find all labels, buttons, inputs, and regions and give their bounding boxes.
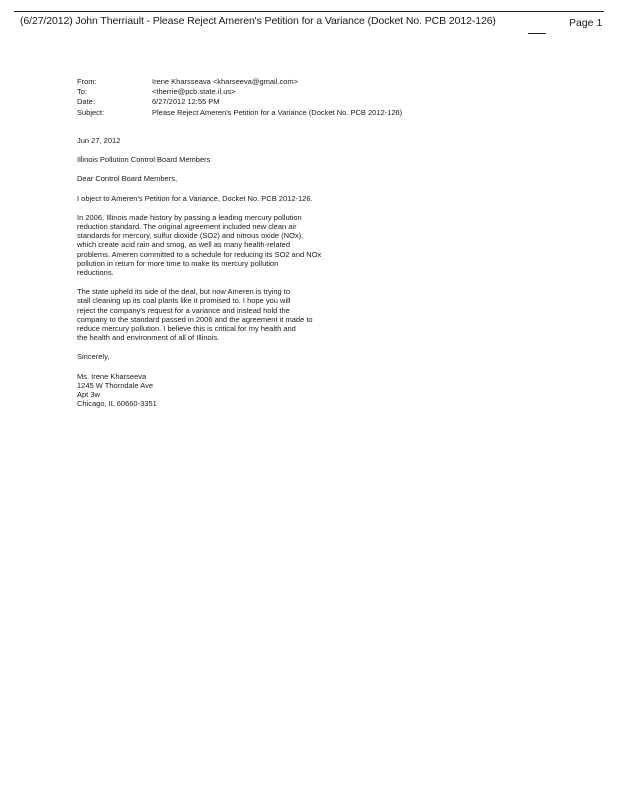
date-value: 6/27/2012 12:55 PM [152, 97, 220, 107]
from-row [77, 77, 402, 87]
letter-paragraph-2: The state upheld its side of the deal, but now Ameren is trying to stall cleaning up its coal plants like it promised to. I hope you will reject the company's request for a variance and instead hold the company to the standard passed in 2006 and the agreement it made to reduce mercury pollution. I believe this is critical for my health and the health and environment of all of Illinois. [77, 287, 313, 343]
subject-row [77, 108, 402, 118]
subject-value: Please Reject Ameren's Petition for a Variance (Docket No. PCB 2012-126) [152, 107, 403, 117]
date-row [77, 97, 402, 107]
letter-signature: Ms. Irene Kharseeva 1245 W Thorndale Ave Apt 3w Chicago, IL 60660-3351 [77, 371, 157, 409]
letter-paragraph-1: In 2006, Illinois made history by passing a leading mercury pollution reduction standard. The original agreement included new clean air standards for mercury, sulfur dioxide (SO2) and nitrous oxide (NOx), which create acid rain and smog, as well as many health-related problems. Ameren committed to a schedule for reducing its SO2 and NOx pollution in return for more time to make its mercury pollution reductions. [77, 212, 322, 278]
letter-date: Jun 27, 2012 [77, 136, 121, 145]
letter-objection: I object to Ameren's Petition for a Variance, Docket No. PCB 2012-126. [77, 193, 313, 203]
letter-closing: Sincerely, [77, 352, 110, 362]
letter-recipient: Illinois Pollution Control Board Members [77, 155, 211, 165]
page-number-label: Page 1 [569, 17, 603, 29]
from-label: From: [77, 77, 97, 86]
email-body [77, 136, 377, 408]
to-value: <therrie@pcb.state.il.us> [152, 87, 236, 97]
document-header-title: (6/27/2012) John Therriault - Please Reject Ameren's Petition for a Variance (Docket No. PCB 2012-126) [20, 15, 496, 27]
header-underline-mark [528, 33, 546, 34]
subject-label: Subject: [77, 107, 105, 117]
to-row [77, 87, 402, 97]
letter-salutation: Dear Control Board Members, [77, 174, 178, 184]
to-label: To: [77, 87, 88, 97]
email-header-block [77, 77, 402, 118]
from-value: Irene Kharsseava <kharseeva@gmail.com> [152, 77, 299, 86]
header-rule [14, 11, 604, 12]
date-label: Date: [77, 97, 95, 107]
